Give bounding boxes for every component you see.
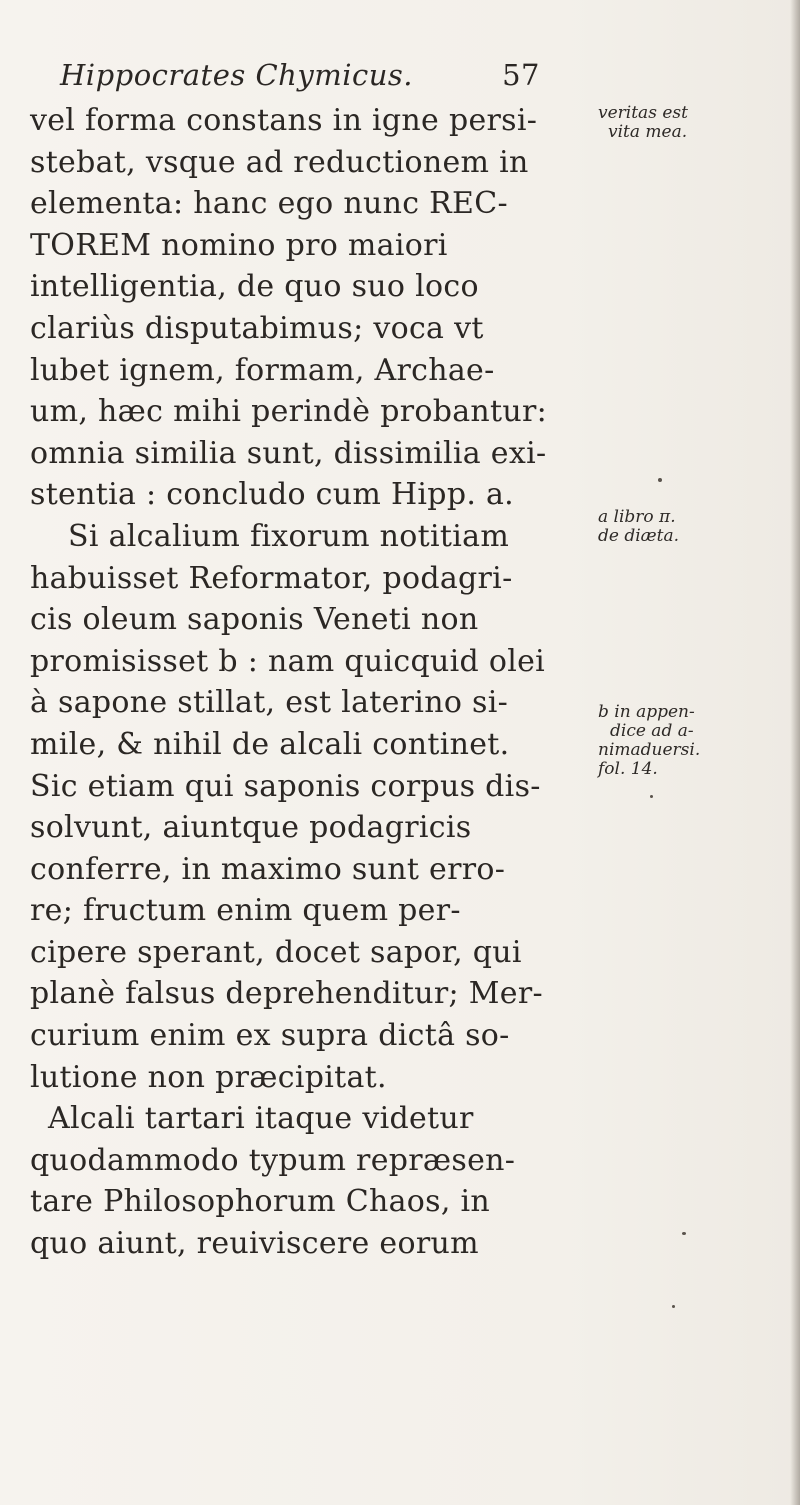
text-line: TOREM nomino pro maiori (30, 227, 448, 263)
margin-note-line: de diæta. (598, 526, 680, 546)
text-line: solvunt, aiuntque podagricis (30, 810, 472, 846)
text-line: tare Philosophorum Chaos, in (30, 1184, 491, 1220)
margin-note-libro (598, 508, 768, 546)
text-line: stentia : concludo cum Hipp. a. (30, 477, 515, 513)
text-line: cipere sperant, docet sapor, qui (30, 934, 522, 970)
text-line: elementa: hanc ego nunc REC- (30, 186, 508, 222)
text-line: clariùs disputabimus; voca vt (30, 310, 484, 346)
text-line: à sapone stillat, est laterino si- (30, 685, 509, 721)
paper-speck (682, 1232, 686, 1235)
paper-speck (650, 795, 653, 798)
text-line: quo aiunt, reuiviscere eorum (30, 1226, 479, 1262)
margin-note-appendix (598, 703, 768, 779)
text-line: curium enim ex supra dictâ so- (30, 1018, 510, 1054)
text-line: stebat, vsque ad reductionem in (30, 144, 529, 180)
text-line: omnia similia sunt, dissimilia exi- (30, 435, 547, 471)
text-line: promisisset b : nam quicquid olei (30, 643, 546, 679)
page-edge-shadow (790, 0, 800, 1505)
text-line: cis oleum saponis Veneti non (30, 602, 479, 638)
text-line: Si alcalium fixorum notitiam (68, 518, 510, 554)
body-text (30, 100, 550, 1265)
text-line: intelligentia, de quo suo loco (30, 269, 479, 305)
margin-note-veritas (598, 104, 768, 142)
text-line: habuisset Reformator, podagri- (30, 560, 513, 596)
paper-speck (658, 478, 662, 482)
text-line: re; fructum enim quem per- (30, 893, 461, 929)
text-line: Alcali tartari itaque videtur (48, 1101, 474, 1137)
margin-note-line: dice ad a- (610, 721, 694, 741)
text-line: lutione non præcipitat. (30, 1059, 387, 1095)
margin-note-line: nimaduersi. (598, 740, 701, 760)
text-line: conferre, in maximo sunt erro- (30, 851, 506, 887)
margin-note-line: vita mea. (608, 122, 688, 142)
text-line: um, hæc mihi perindè probantur: (30, 394, 548, 430)
text-line: planè falsus deprehenditur; Mer- (30, 976, 543, 1012)
page-number: 57 (502, 58, 540, 92)
paper-speck (672, 1305, 675, 1308)
text-line: mile, & nihil de alcali continet. (30, 726, 510, 762)
margin-note-line: fol. 14. (598, 759, 658, 779)
text-line: lubet ignem, formam, Archae- (30, 352, 495, 388)
running-head-title: Hippocrates Chymicus. (60, 58, 414, 92)
margin-note-line: b in appen- (598, 702, 695, 722)
margin-note-line: veritas est (598, 103, 688, 123)
text-line: vel forma constans in igne persi- (30, 103, 538, 138)
running-head (60, 58, 540, 98)
text-line: quodammodo typum repræsen- (30, 1142, 516, 1178)
margin-note-line: a libro π. (598, 507, 676, 527)
text-line: Sic etiam qui saponis corpus dis- (30, 768, 541, 804)
